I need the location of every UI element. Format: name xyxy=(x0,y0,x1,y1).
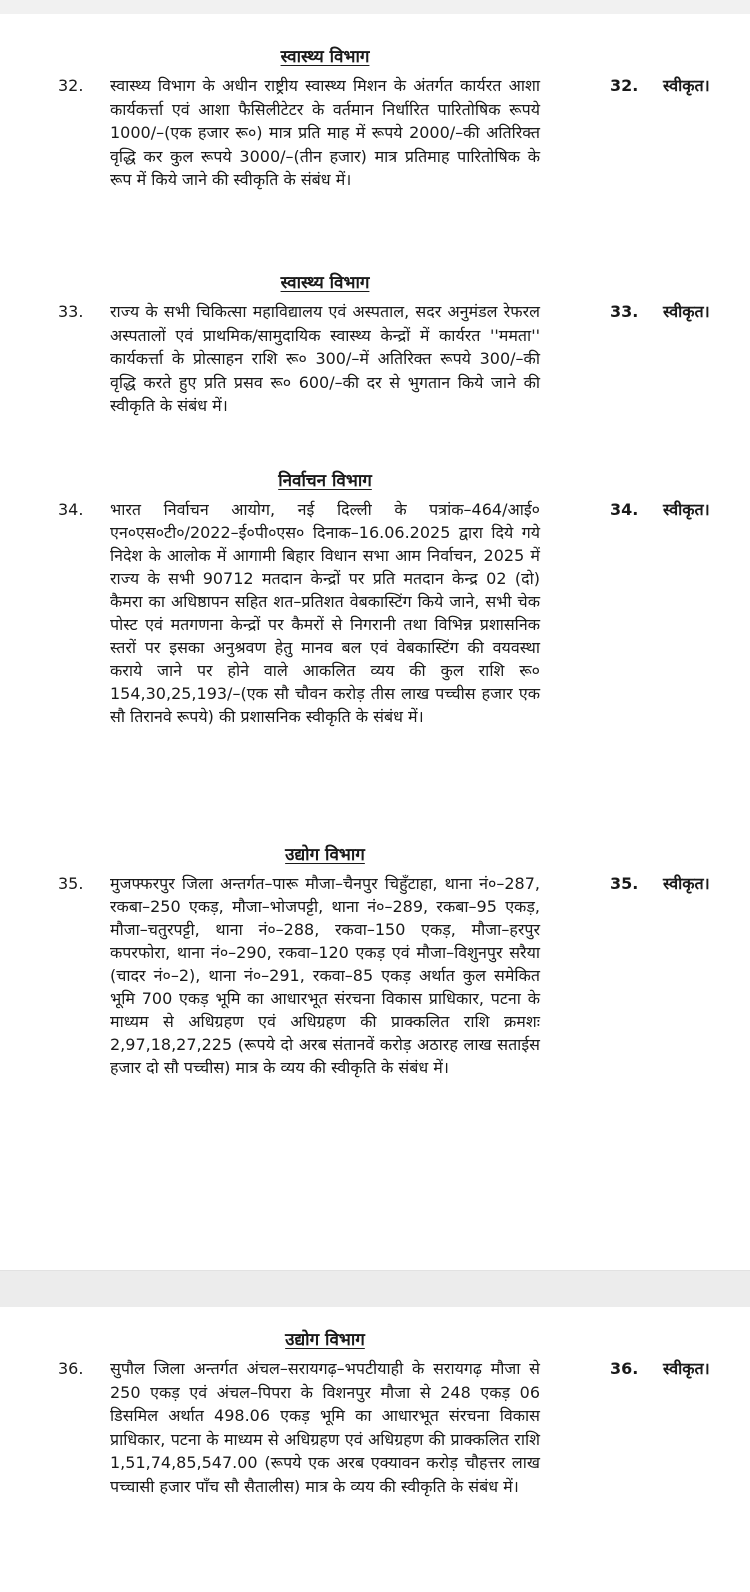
item-description: भारत निर्वाचन आयोग, नई दिल्ली के पत्रांक–464/आई० एन०एस०टी०/2022–ई०पी०एस० दिनाक–16.06.2025 द्वारा दिये गये निदेश के आलोक में आगामी बिहार विधान सभा आम निर्वाचन, 2025 में राज्य के सभी 90712 मतदान केन्द्रों पर प्रति मतदान केन्द्र 02 (दो) कैमरा का अधिष्ठापन सहित शत–प्रतिशत वेबकास्टिंग किये जाने, सभी चेक पोस्ट एवं मतगणना केन्द्रों पर कैमरों से निगरानी तथा विभिन्न प्रशासनिक स्तरों पर इसका अनुश्रवण हेतु मानव बल एवं वेबकास्टिंग की वयवस्था कराये जाने पर होने वाले आकलित व्यय की कुल राशि रू० 154,30,25,193/–(एक सौ चौवन करोड़ तीस लाख पच्चीस हजार एक सौ तिरानवे रूपये) की प्रशासनिक स्वीकृति के संबंध में। xyxy=(110,500,540,726)
item-description: सुपौल जिला अन्तर्गत अंचल–सरायगढ़–भपटीयाही के सरायगढ़ मौजा से 250 एकड़ एवं अंचल–पिपरा के विशनपुर मौजा से 248 एकड़ 06 डिसमिल अर्थात 498.06 एकड़ भूमि का आधारभूत संरचना विकास प्राधिकार, पटना के माध्यम से अधिग्रहण एवं अधिग्रहण की प्राक्कलित राशि 1,51,74,85,547.00 (रूपये एक अरब एक्यावन करोड़ चौहत्तर लाख पच्चासी हजार पाँच सौ सैतालीस) मात्र के व्यय की स्वीकृति के संबंध में। xyxy=(110,1359,540,1496)
document-page-1 xyxy=(0,14,750,1270)
item-number: 34. xyxy=(58,500,84,519)
item-description: राज्य के सभी चिकित्सा महाविद्यालय एवं अस्पताल, सदर अनुमंडल रेफरल अस्पतालों एवं प्राथमिक/सामुदायिक स्वास्थ्य केन्द्रों में कार्यरत ''ममता'' कार्यकर्त्ता के प्रोत्साहन राशि रू० 300/–में अतिरिक्त रूपये 300/–की वृद्धि करते हुए प्रति प्रसव रू० 600/–की दर से भुगतान किये जाने की स्वीकृति के संबंध में। xyxy=(110,302,540,415)
item-number: 36. xyxy=(58,1359,84,1378)
status-number: 33. xyxy=(610,302,639,321)
item-description: स्वास्थ्य विभाग के अधीन राष्ट्रीय स्वास्थ्य मिशन के अंतर्गत कार्यरत आशा कार्यकर्त्ता एवं आशा फैसिलीटेटर के वर्तमान निर्धारित पारितोषिक रूपये 1000/–(एक हजार रू०) मात्र प्रति माह में रूपये 2000/–की अतिरिक्त वृद्धि कर कुल रूपये 3000/–(तीन हजार) मात्र प्रतिमाह पारितोषिक के रूप में किये जाने की स्वीकृति के संबंध में। xyxy=(110,76,540,189)
department-heading: निर्वाचन विभाग xyxy=(278,471,372,491)
department-heading: स्वास्थ्य विभाग xyxy=(280,47,370,67)
department-heading: उद्योग विभाग xyxy=(285,1330,365,1350)
item-number: 33. xyxy=(58,302,84,321)
item-number: 32. xyxy=(58,76,84,95)
status-number: 35. xyxy=(610,874,639,893)
status-approved: स्वीकृत। xyxy=(663,76,710,95)
item-description: मुजफ्फरपुर जिला अन्तर्गत–पारू मौजा–चैनपुर चिहुँटाहा, थाना नं०–287, रकबा–250 एकड़, मौजा–भोजपट्टी, थाना नं०–289, रकबा–95 एकड़, मौजा–चतुरपट्टी, थाना नं०–288, रकवा–150 एकड़, मौजा–हरपुर कपरफोरा, थाना नं०–290, रकवा–120 एकड़ एवं मौजा–विशुनपुर सरैया (चादर नं०–2), थाना नं०–291, रकवा–85 एकड़ अर्थात कुल समेकित भूमि 700 एकड़ भूमि का आधारभूत संरचना विकास प्राधिकार, पटना के माध्यम से अधिग्रहण एवं अधिग्रहण की प्राक्कलित राशि क्रमशः 2,97,18,27,225 (रूपये दो अरब संतानवें करोड़ अठारह लाख सताईस हजार दो सौ पच्चीस) मात्र के व्यय की स्वीकृति के संबंध में। xyxy=(110,874,540,1077)
document-page-2 xyxy=(0,1307,750,1592)
status-approved: स्वीकृत। xyxy=(663,874,710,893)
page-top-strip xyxy=(0,0,750,14)
page-break xyxy=(0,1270,750,1308)
status-approved: स्वीकृत। xyxy=(663,500,710,519)
department-heading: स्वास्थ्य विभाग xyxy=(280,273,370,293)
status-number: 32. xyxy=(610,76,639,95)
status-approved: स्वीकृत। xyxy=(663,1359,710,1378)
department-heading: उद्योग विभाग xyxy=(285,845,365,865)
status-approved: स्वीकृत। xyxy=(663,302,710,321)
status-number: 36. xyxy=(610,1359,639,1378)
status-number: 34. xyxy=(610,500,639,519)
item-number: 35. xyxy=(58,874,84,893)
